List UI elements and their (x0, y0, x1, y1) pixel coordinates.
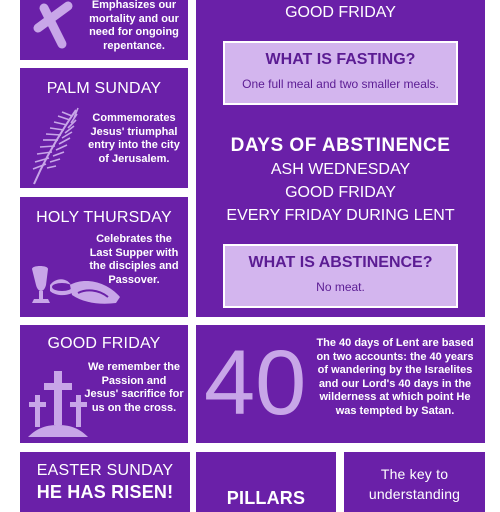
pillars-title: PILLARS (226, 488, 306, 508)
palm-sunday-card (20, 68, 188, 188)
good-friday-title: GOOD FRIDAY (47, 335, 161, 352)
main-top-label: GOOD FRIDAY (285, 4, 396, 21)
abstinence-text: No meat. (316, 280, 365, 294)
key-card (344, 452, 485, 512)
fasting-abstinence-card (196, 0, 485, 317)
fasting-text: One full meal and two smaller meals. (242, 77, 439, 91)
holy-thursday-card (20, 197, 188, 317)
ash-cross-icon (28, 0, 78, 52)
palm-sunday-description: Commemorates Jesus' triumphal entry into the city of Jerusalem. (88, 112, 180, 165)
ash-wednesday-description: Emphasizes our mortality and our need for ongoing repentance. (89, 0, 179, 52)
abstinence-days-title: DAYS OF ABSTINENCE (230, 135, 451, 156)
forty-description: The 40 days of Lent are based on two accounts: the 40 years of wandering by the Israelites and our Lord's 40 days in the wilderness at which point He was tempted by Satan. (316, 337, 474, 417)
easter-sunday-title: EASTER SUNDAY (36, 462, 174, 479)
palm-branch-icon (24, 106, 82, 186)
fasting-box (223, 41, 458, 105)
holy-thursday-description: Celebrates the Last Supper with the disciples and Passover. (89, 233, 179, 286)
abstinence-day-1: ASH WEDNESDAY (270, 161, 411, 178)
good-friday-card (20, 325, 188, 443)
easter-sunday-card (20, 452, 190, 512)
ash-wednesday-card (20, 0, 188, 60)
easter-sunday-subtitle: HE HAS RISEN! (36, 482, 174, 502)
good-friday-description: We remember the Passion and Jesus' sacrifice for us on the cross. (84, 361, 184, 414)
pillars-card (196, 452, 336, 512)
holy-thursday-title: HOLY THURSDAY (36, 209, 172, 226)
forty-number: 40 (204, 332, 307, 434)
key-text: The key to understanding (368, 466, 461, 502)
abstinence-box (223, 244, 458, 308)
palm-sunday-title: PALM SUNDAY (46, 80, 162, 97)
three-crosses-icon (28, 369, 88, 437)
forty-days-card (196, 325, 485, 443)
abstinence-heading: WHAT IS ABSTINENCE? (248, 254, 433, 271)
abstinence-day-3: EVERY FRIDAY DURING LENT (226, 207, 455, 224)
fasting-heading: WHAT IS FASTING? (265, 51, 416, 68)
abstinence-day-2: GOOD FRIDAY (285, 184, 396, 201)
